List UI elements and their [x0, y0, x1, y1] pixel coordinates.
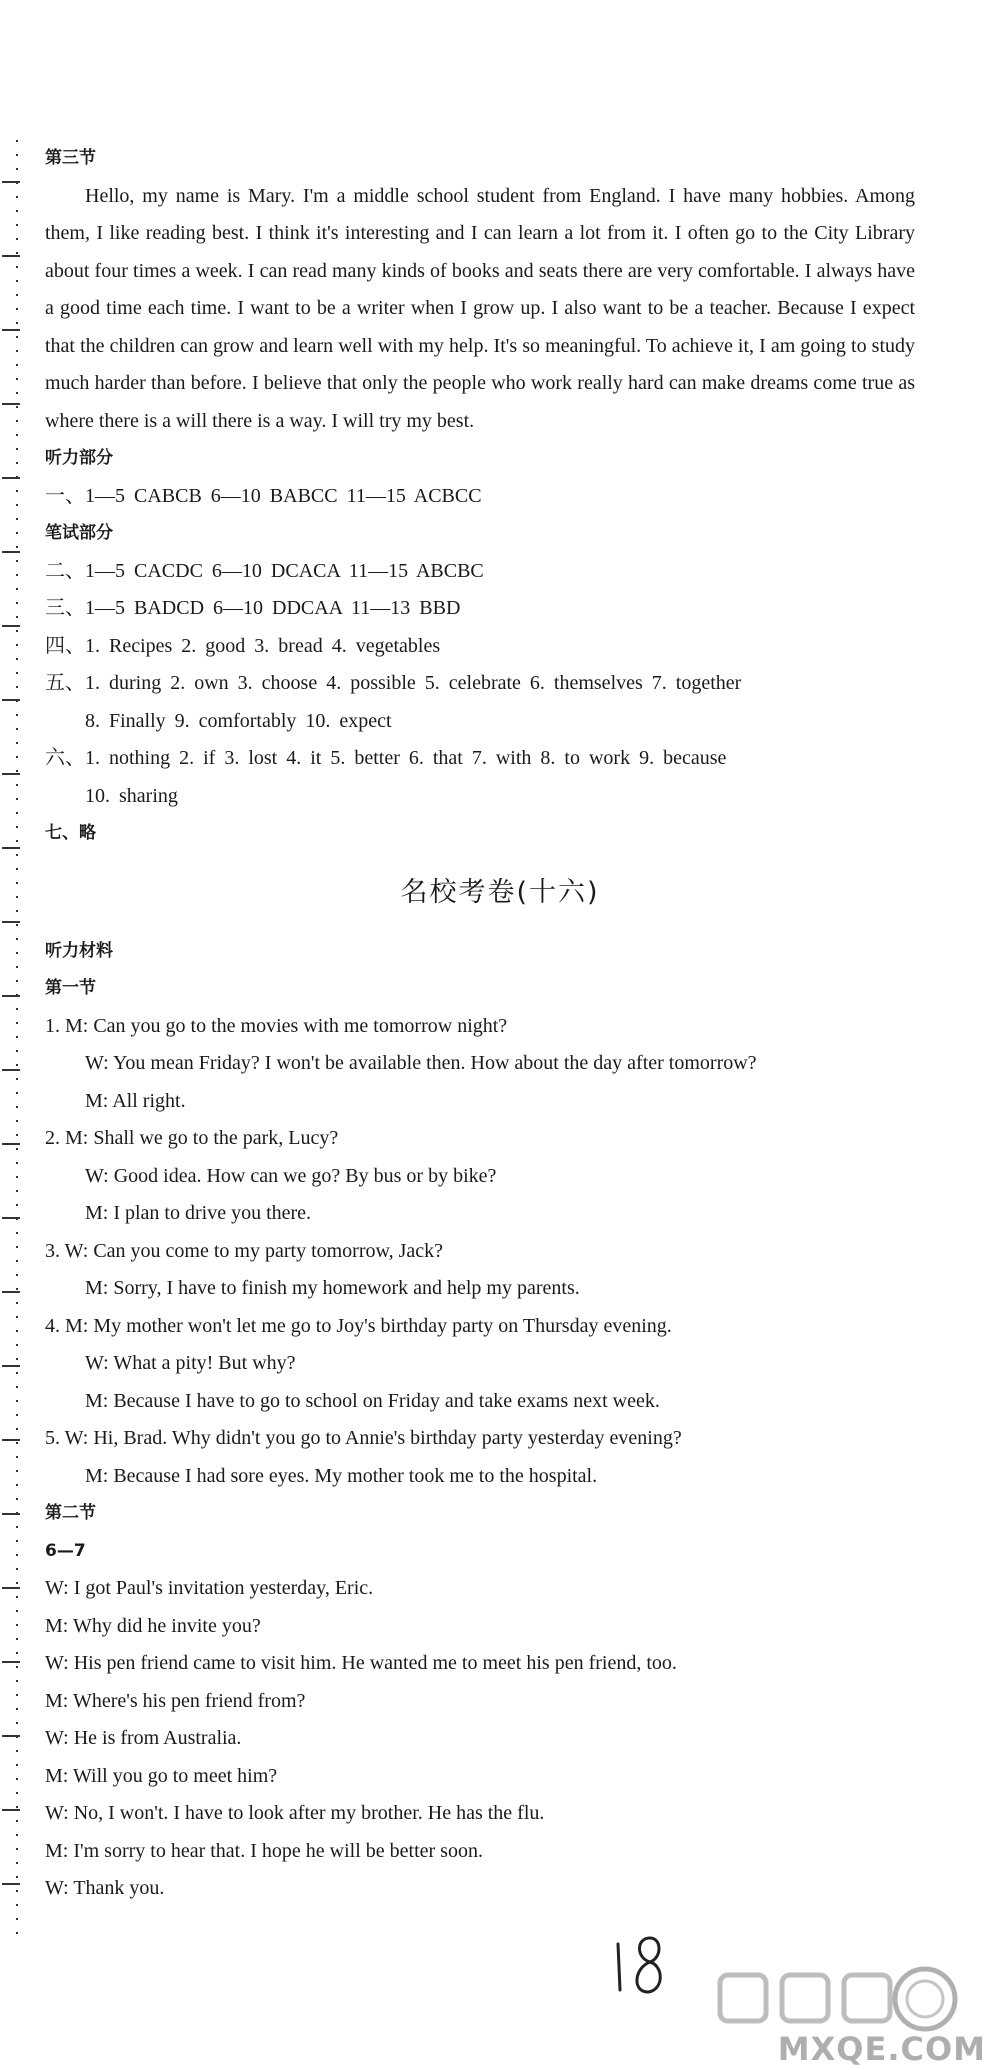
answer-line: 三、1—5 BADCD 6—10 DDCAA 11—13 BBD: [45, 597, 461, 619]
dialogue-line: 2. M: Shall we go to the park, Lucy?: [45, 1127, 339, 1149]
dialogue-line: M: All right.: [85, 1089, 186, 1112]
answer-line: 四、1. Recipes 2. good 3. bread 4. vegetables: [45, 634, 441, 657]
watermark-stamp-icon: [700, 1955, 1000, 2035]
question-range: 6—7: [45, 1540, 86, 1561]
listening-material-heading: 听力材料: [45, 940, 113, 961]
dialogue-line: M: Why did he invite you?: [45, 1614, 261, 1637]
section-heading-2: 第二节: [45, 1503, 96, 1523]
dialogue-line: M: I plan to drive you there.: [85, 1202, 312, 1224]
binding-margin-ticks: [2, 145, 20, 1940]
dialogue-line: 3. W: Can you come to my party tomorrow, Jack?: [45, 1239, 444, 1262]
dialogue-line: W: What a pity! But why?: [85, 1352, 296, 1374]
dialogue-line: W: Thank you.: [45, 1877, 165, 1899]
dialogue-line: W: You mean Friday? I won't be available then. How about the day after tomorrow?: [85, 1052, 757, 1074]
dialogue-line: W: He is from Australia.: [45, 1727, 242, 1749]
essay-paragraph: Hello, my name is Mary. I'm a middle school student from England. I have many hobbies. Among them, I like reading best. I think it's interesting and I can learn a lot from it. I often go to the City Library about four times a week. I can read many kinds of books and seats there are very comfortable. I always have a good time each time. I want to be a writer when I grow up. I also want to be a teacher. Because I expect that the children can grow and learn well with my help. It's so meaningful. To achieve it, I am going to study much harder than before. I believe that only the people who work really hard can make dreams come true as where there is a will there is a way. I will try my best.: [45, 184, 915, 432]
dialogue-line: 4. M: My mother won't let me go to Joy's birthday party on Thursday evening.: [45, 1314, 672, 1337]
dialogue-line: W: Good idea. How can we go? By bus or by bike?: [85, 1164, 497, 1187]
listening-part-heading: 听力部分: [45, 448, 113, 468]
answer-line: 二、1—5 CACDC 6—10 DCACA 11—15 ABCBC: [45, 559, 484, 582]
dialogue-line: M: Because I have to go to school on Friday and take exams next week.: [85, 1389, 660, 1412]
dialogue-line: M: Will you go to meet him?: [45, 1764, 278, 1787]
answer-line: 8. Finally 9. comfortably 10. expect: [85, 709, 392, 732]
dialogue-line: W: His pen friend came to visit him. He wanted me to meet his pen friend, too.: [45, 1652, 677, 1674]
answer-line: 10. sharing: [85, 784, 178, 807]
dialogue-line: M: I'm sorry to hear that. I hope he will be better soon.: [45, 1839, 483, 1862]
section-heading-1: 第一节: [45, 978, 96, 998]
answer-line: 一、1—5 CABCB 6—10 BABCC 11—15 ACBCC: [45, 484, 482, 507]
answer-page: [45, 140, 915, 1908]
dialogue-line: 1. M: Can you go to the movies with me tomorrow night?: [45, 1014, 508, 1037]
section-heading-3: 第三节: [45, 148, 96, 168]
dialogue-line: M: Sorry, I have to finish my homework and help my parents.: [85, 1277, 580, 1299]
written-part-heading: 笔试部分: [45, 523, 113, 543]
watermark-text: MXQE.COM: [777, 2030, 986, 2068]
handwritten-page-number: [610, 1930, 670, 2000]
answer-line-omitted: 七、略: [45, 823, 96, 843]
answer-line: 六、1. nothing 2. if 3. lost 4. it 5. better 6. that 7. with 8. to work 9. because: [45, 747, 727, 769]
dialogue-line: M: Because I had sore eyes. My mother took me to the hospital.: [85, 1464, 598, 1487]
dialogue-line: W: I got Paul's invitation yesterday, Eric.: [45, 1577, 374, 1599]
answer-line: 五、1. during 2. own 3. choose 4. possible 5. celebrate 6. themselves 7. together: [45, 672, 742, 694]
watermark: [700, 1955, 1000, 2070]
exam-title: 名校考卷(十六): [400, 876, 600, 908]
dialogue-line: M: Where's his pen friend from?: [45, 1689, 306, 1712]
dialogue-line: W: No, I won't. I have to look after my brother. He has the flu.: [45, 1802, 545, 1824]
dialogue-line: 5. W: Hi, Brad. Why didn't you go to Annie's birthday party yesterday evening?: [45, 1427, 682, 1449]
